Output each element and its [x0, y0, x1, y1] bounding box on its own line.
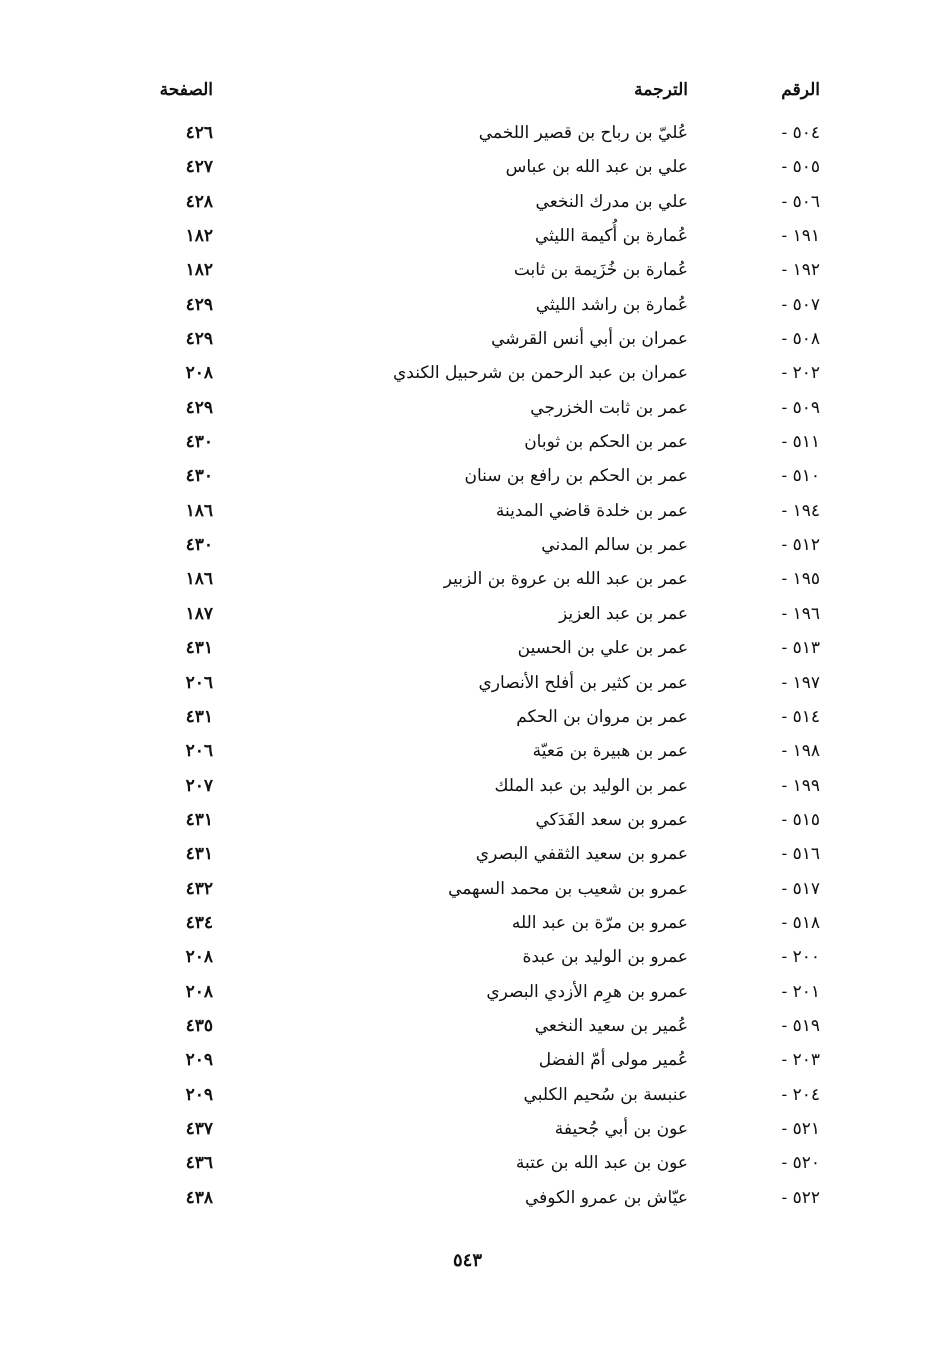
entry-page: ٤٣٦: [185, 1153, 213, 1174]
entry-name: عمر بن سالم المدني: [541, 535, 688, 556]
table-row: [0, 185, 935, 219]
table-row: [0, 219, 935, 253]
table-row: [0, 150, 935, 184]
entry-number: ٥٠٤ -: [781, 123, 820, 143]
entry-number: ٥١٣ -: [781, 638, 820, 659]
table-row: [0, 597, 935, 631]
entry-page: ١٨٧: [185, 603, 213, 624]
table-row: [0, 906, 935, 940]
entry-name: عمران بن عبد الرحمن بن شرحبيل الكندي: [392, 363, 688, 384]
table-row: [0, 562, 935, 596]
entry-number: ٥١١ -: [781, 432, 820, 453]
entry-page: ٤٣١: [185, 638, 213, 659]
entry-number: ٥١٥ -: [781, 809, 820, 830]
entry-name: عمر بن علي بن الحسين: [517, 638, 688, 659]
table-row: [0, 700, 935, 734]
table-row: [0, 1009, 935, 1043]
entry-name: عمرو بن الوليد بن عبدة: [522, 947, 688, 968]
entry-name: علي بن مدرك النخعي: [535, 191, 688, 212]
column-header-name: الترجمة: [634, 80, 688, 100]
entry-number: ٢٠٢ -: [781, 363, 820, 384]
entry-page: ٢٠٦: [185, 672, 213, 693]
entry-page: ٤٣٠: [185, 535, 213, 556]
entry-page: ٤٢٩: [185, 294, 213, 315]
entry-number: ٥١٩ -: [781, 1015, 820, 1036]
entry-name: عمر بن هبيرة بن مَعيّة: [532, 741, 688, 762]
table-row: [0, 1146, 935, 1180]
entry-page: ٢٠٨: [185, 947, 213, 968]
entry-number: ٢٠٤ -: [781, 1084, 820, 1105]
entry-page: ٤٢٧: [185, 157, 213, 178]
entry-name: عمر بن مروان بن الحكم: [516, 706, 688, 727]
entry-number: ١٩١ -: [781, 226, 820, 247]
entry-name: عُمارة بن خُزَيمة بن ثابت: [513, 260, 688, 281]
entry-name: عُليّ بن رباح بن قصير اللخمي: [478, 123, 688, 143]
entry-name: عمرو بن مرّة بن عبد الله: [511, 912, 688, 933]
entry-page: ٤٣٧: [185, 1118, 213, 1139]
entry-page: ٢٠٩: [185, 1084, 213, 1105]
entry-name: عمر بن الحكم بن رافع بن سنان: [464, 466, 688, 487]
entry-page: ٤٢٩: [185, 397, 213, 418]
entry-number: ٥٢١ -: [781, 1118, 820, 1139]
entry-name: عُمارة بن راشد الليثي: [535, 294, 688, 315]
entry-number: ١٩٦ -: [781, 603, 820, 624]
entry-page: ٢٠٨: [185, 981, 213, 1002]
table-row: [0, 425, 935, 459]
entry-page: ٤٣١: [185, 706, 213, 727]
table-row: [0, 459, 935, 493]
entry-name: عيّاش بن عمرو الكوفي: [524, 1187, 688, 1208]
entry-name: عون بن أبي جُحيفة: [554, 1118, 688, 1139]
entry-page: ٤٣١: [185, 844, 213, 865]
table-row: [0, 528, 935, 562]
entry-page: ٢٠٦: [185, 741, 213, 762]
entry-name: عمرو بن سعيد الثقفي البصري: [475, 844, 688, 865]
entry-page: ٤٣٨: [185, 1187, 213, 1208]
entry-number: ٥١٠ -: [781, 466, 820, 487]
table-row: [0, 253, 935, 287]
table-row: [0, 1043, 935, 1077]
entry-page: ١٨٢: [185, 226, 213, 247]
table-row: [0, 734, 935, 768]
entry-number: ١٩٥ -: [781, 569, 820, 590]
entry-page: ٤٣١: [185, 809, 213, 830]
table-row: [0, 356, 935, 390]
entry-name: عمران بن أبي أنس القرشي: [491, 329, 688, 350]
table-row: [0, 1181, 935, 1215]
entry-number: ١٩٧ -: [781, 672, 820, 693]
entry-page: ٤٣٤: [185, 912, 213, 933]
entry-name: عُمارة بن أُكيمة الليثي: [535, 226, 688, 247]
table-row: [0, 631, 935, 665]
entry-name: عون بن عبد الله بن عتبة: [515, 1153, 688, 1174]
entry-number: ٥١٤ -: [781, 706, 820, 727]
entry-number: ٥١٧ -: [781, 878, 820, 899]
entry-number: ٢٠٠ -: [781, 947, 820, 968]
table-row: [0, 322, 935, 356]
entry-name: عمر بن الوليد بن عبد الملك: [494, 775, 688, 796]
entry-number: ٥٠٩ -: [781, 397, 820, 418]
table-row: [0, 1078, 935, 1112]
entry-page: ٤٣٢: [185, 878, 213, 899]
entry-number: ٥١٦ -: [781, 844, 820, 865]
table-row: [0, 391, 935, 425]
table-row: [0, 288, 935, 322]
table-row: [0, 494, 935, 528]
page-number: ٥٤٣: [452, 1250, 482, 1271]
table-row: [0, 872, 935, 906]
entry-page: ٢٠٨: [185, 363, 213, 384]
entry-page: ٢٠٩: [185, 1050, 213, 1071]
entry-name: عمر بن ثابت الخزرجي: [530, 397, 688, 418]
entry-number: ٢٠٣ -: [781, 1050, 820, 1071]
table-row: [0, 769, 935, 803]
table-row: [0, 940, 935, 974]
entry-name: علي بن عبد الله بن عباس: [505, 157, 688, 178]
entry-page: ٤٢٩: [185, 329, 213, 350]
entry-name: عمرو بن هرِم الأزدي البصري: [486, 981, 688, 1002]
entry-name: عمر بن عبد الله بن عروة بن الزبير: [443, 569, 688, 590]
entry-name: عمر بن خلدة قاضي المدينة: [495, 500, 688, 521]
entry-page: ١٨٦: [185, 500, 213, 521]
entry-page: ١٨٦: [185, 569, 213, 590]
entry-name: عُمير بن سعيد النخعي: [534, 1015, 688, 1036]
entry-page: ٤٣٠: [185, 432, 213, 453]
entry-number: ١٩٢ -: [781, 260, 820, 281]
entry-number: ١٩٤ -: [781, 500, 820, 521]
entry-number: ٥١٨ -: [781, 912, 820, 933]
table-row: [0, 666, 935, 700]
entry-number: ٥٢٠ -: [781, 1153, 820, 1174]
entry-number: ٥٠٨ -: [781, 329, 820, 350]
column-header-number: الرقم: [781, 80, 820, 100]
index-table: [0, 116, 935, 1215]
table-row: [0, 837, 935, 871]
entry-name: عمرو بن سعد الفَدَكي: [535, 809, 688, 830]
entry-number: ٥٠٦ -: [781, 191, 820, 212]
entry-page: ٤٣٥: [185, 1015, 213, 1036]
column-header-page: الصفحة: [159, 80, 213, 100]
entry-number: ٥٠٥ -: [781, 157, 820, 178]
entry-number: ٥٢٢ -: [781, 1187, 820, 1208]
entry-page: ٢٠٧: [185, 775, 213, 796]
entry-name: عنبسة بن سُحيم الكلبي: [523, 1084, 688, 1105]
entry-name: عمر بن عبد العزيز: [558, 603, 688, 624]
entry-page: ٤٣٠: [185, 466, 213, 487]
entry-page: ٤٢٦: [185, 123, 213, 143]
table-header: [0, 80, 935, 110]
entry-page: ٤٢٨: [185, 191, 213, 212]
table-row: [0, 803, 935, 837]
entry-name: عمر بن كثير بن أفلح الأنصاري: [478, 672, 688, 693]
entry-number: ٥٠٧ -: [781, 294, 820, 315]
entry-number: ٥١٢ -: [781, 535, 820, 556]
entry-name: عُمير مولى أمّ الفضل: [538, 1050, 688, 1071]
entry-name: عمرو بن شعيب بن محمد السهمي: [448, 878, 688, 899]
entry-number: ١٩٨ -: [781, 741, 820, 762]
entry-number: ٢٠١ -: [781, 981, 820, 1002]
table-row: [0, 116, 935, 150]
entry-number: ١٩٩ -: [781, 775, 820, 796]
table-row: [0, 975, 935, 1009]
table-row: [0, 1112, 935, 1146]
entry-page: ١٨٢: [185, 260, 213, 281]
entry-name: عمر بن الحكم بن ثوبان: [524, 432, 688, 453]
